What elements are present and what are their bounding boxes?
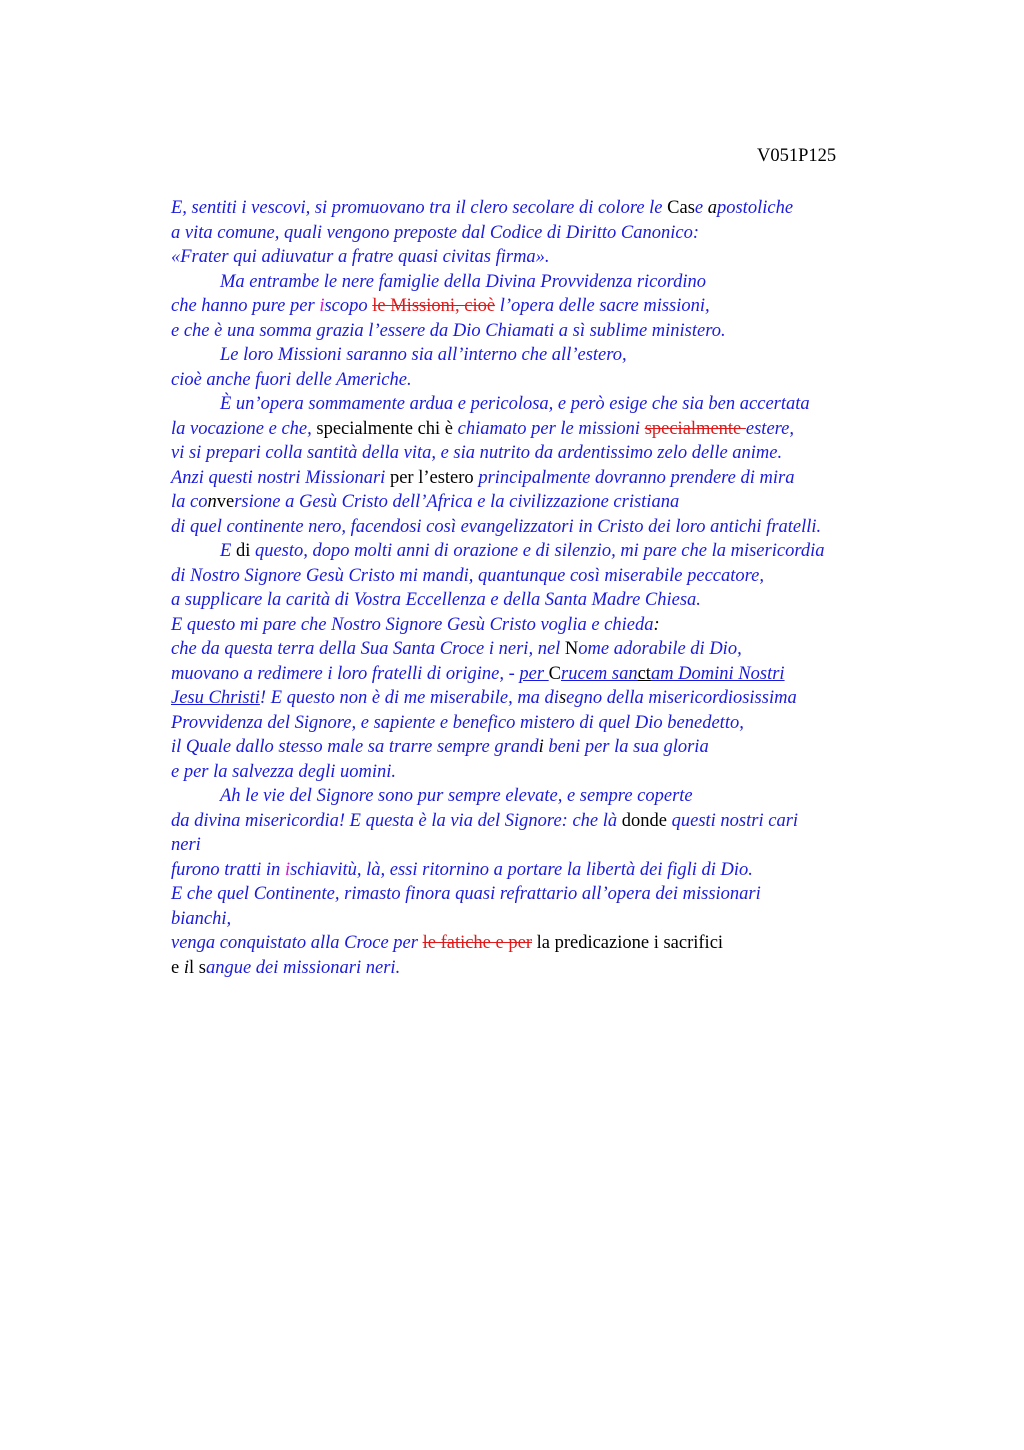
text-line	[171, 637, 824, 662]
text-line	[171, 417, 824, 442]
text-segment: l’opera delle sacre missioni,	[495, 296, 710, 316]
text-line	[171, 270, 824, 295]
inserted-text: donde	[621, 810, 672, 831]
text-segment: vi si prepari colla santità della vita, e sia nutrito da ardentissimo zelo delle anime.	[171, 443, 783, 463]
added-letter: i	[284, 859, 291, 880]
inserted-text: per l’estero	[389, 467, 479, 488]
text-line	[171, 490, 824, 515]
text-line	[171, 735, 824, 760]
text-segment: Anzi questi nostri Missionari	[171, 467, 390, 488]
deleted-text: specialmente	[644, 418, 746, 439]
text-segment: E che quel Continente, rimasto finora quasi refrattario all’opera dei missionari	[171, 884, 761, 904]
text-segment: È un’opera sommamente ardua e pericolosa, e però esige che sia ben accertata	[220, 394, 810, 414]
text-segment: neri	[171, 835, 201, 855]
text-line	[171, 245, 824, 270]
inserted-text: e	[171, 957, 184, 978]
text-line	[171, 196, 824, 221]
inserted-text: N	[564, 639, 579, 659]
text-segment: cioè anche fuori delle Americhe.	[171, 369, 412, 390]
text-segment: bianchi,	[171, 908, 232, 929]
deleted-text: le Missioni, cioè	[372, 296, 496, 316]
text-segment: la co	[171, 492, 208, 512]
text-segment: questo, dopo molti anni di orazione e di silenzio, mi pare che la misericordia	[254, 541, 825, 561]
text-segment: beni per la sua gloria	[543, 737, 709, 757]
text-segment: schiavitù, là, essi ritornino a portare la libertà dei figli di Dio.	[290, 859, 753, 880]
deleted-text: le fatiche e per	[422, 933, 532, 953]
text-line	[171, 221, 824, 246]
text-segment: questi nostri cari	[671, 810, 799, 831]
text-segment: da divina misericordia! E questa è la via del Signore: che là	[171, 810, 622, 831]
text-line	[171, 809, 824, 834]
text-line	[171, 956, 824, 981]
text-segment: E questo mi pare che Nostro Signore Gesù Cristo voglia e chieda	[171, 614, 654, 635]
text-segment: rsione a Gesù Cristo dell’Africa e la civilizzazione cristiana	[234, 492, 680, 512]
text-segment: a supplicare la carità di Vostra Eccellenza e della Santa Madre Chiesa.	[171, 590, 701, 610]
inserted-text: i	[183, 957, 189, 978]
text-line	[171, 343, 824, 368]
inserted-text: la predicazione i sacrifici	[531, 933, 724, 953]
text-segment: E, sentiti i vescovi, si promuovano tra il clero secolare di colore le	[171, 198, 668, 218]
text-line	[171, 784, 824, 809]
text-line	[171, 662, 824, 687]
text-segment: di Nostro Signore Gesù Cristo mi mandi, quantunque così miserabile peccatore,	[171, 565, 764, 586]
text-segment: di quel continente nero, facendosi così evangelizzatori in Cristo dei loro antichi fratelli.	[171, 516, 822, 537]
text-line	[171, 564, 824, 589]
text-segment: e che è una somma grazia l’essere da Dio Chiamati a sì sublime ministero.	[171, 320, 726, 341]
text-segment: ! E questo non è di me miserabile, ma di	[259, 688, 559, 708]
text-segment: ome adorabile di Dio,	[578, 639, 742, 659]
text-segment: angue dei missionari neri.	[205, 957, 401, 978]
added-letter: i	[319, 296, 325, 316]
text-line	[171, 441, 824, 466]
text-line	[171, 882, 824, 907]
text-segment: chiamato per le missioni	[457, 418, 645, 439]
text-segment: il Quale dallo stesso male sa trarre sempre grand	[171, 737, 539, 757]
text-segment: egno della misericordiosissima	[566, 688, 797, 708]
text-line	[171, 711, 824, 736]
inserted-text: Cas	[667, 198, 695, 218]
text-segment: E	[220, 541, 236, 561]
text-segment: Ah le vie del Signore sono pur sempre elevate, e sempre coperte	[220, 786, 693, 806]
text-line	[171, 931, 824, 956]
text-segment: venga conquistato alla Croce per	[171, 933, 423, 953]
inserted-text: di	[235, 541, 255, 561]
inserted-text: i	[538, 737, 544, 757]
inserted-text: a	[707, 198, 717, 218]
underlined-text: Jesu Christi	[171, 688, 260, 708]
text-line	[171, 466, 824, 491]
text-line	[171, 392, 824, 417]
text-segment: muovano a redimere i loro fratelli di origine, -	[171, 663, 520, 684]
text-segment: Le loro Missioni saranno sia all’interno che all’estero,	[220, 345, 627, 365]
text-line	[171, 515, 824, 540]
text-segment: scopo	[324, 296, 373, 316]
text-segment: Provvidenza del Signore, e sapiente e benefico mistero di quel Dio benedetto,	[171, 712, 744, 733]
text-segment: estere,	[745, 418, 795, 439]
inserted-text: s	[558, 688, 567, 708]
text-line	[171, 294, 824, 319]
text-segment: la vocazione e che,	[171, 418, 317, 439]
text-line	[171, 833, 824, 858]
inserted-text: l s	[188, 957, 206, 978]
inserted-text: specialmente chi è	[316, 418, 458, 439]
text-segment: principalmente dovranno prendere di mira	[478, 467, 795, 488]
text-segment: postoliche	[716, 198, 794, 218]
text-line	[171, 858, 824, 883]
text-segment: e per la salvezza degli uomini.	[171, 761, 397, 782]
text-line	[171, 319, 824, 344]
text-line	[171, 588, 824, 613]
text-line	[171, 907, 824, 932]
page-code: V051P125	[757, 146, 837, 166]
text-line	[171, 686, 824, 711]
text-segment: che da questa terra della Sua Santa Croce i neri, nel	[171, 639, 565, 659]
text-segment: a vita comune, quali vengono preposte dal Codice di Diritto Canonico:	[171, 222, 700, 243]
text-segment: furono tratti in	[171, 859, 285, 880]
inserted-text: C	[548, 663, 562, 684]
text-segment: e	[694, 198, 708, 218]
inserted-text: ve	[216, 492, 235, 512]
text-line	[171, 613, 824, 638]
underlined-text: per	[519, 663, 549, 684]
underlined-text: ct	[637, 663, 651, 684]
inserted-text: n	[207, 492, 217, 512]
text-line	[171, 539, 824, 564]
text-segment: Ma entrambe le nere famiglie della Divina Provvidenza ricordino	[220, 271, 707, 292]
text-body	[171, 196, 824, 980]
underlined-text: am Domini Nostri	[650, 663, 785, 684]
text-segment: «Frater qui adiuvatur a fratre quasi civitas firma».	[171, 247, 550, 267]
text-segment: che hanno pure per	[171, 296, 320, 316]
underlined-text: rucem san	[561, 663, 638, 684]
text-line	[171, 368, 824, 393]
inserted-text: :	[653, 614, 660, 635]
text-line	[171, 760, 824, 785]
